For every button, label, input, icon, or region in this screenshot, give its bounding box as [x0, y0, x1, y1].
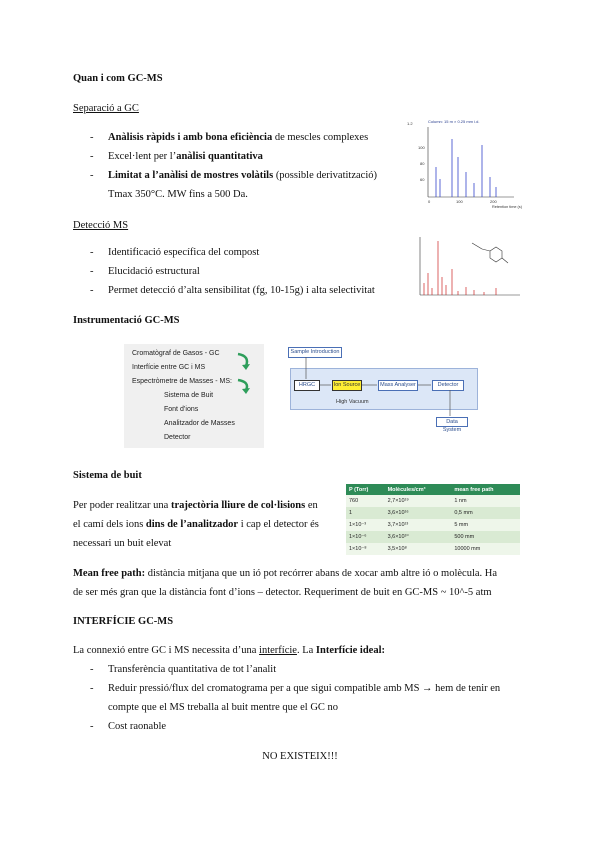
section-heading-detection: Detecció MS: [73, 220, 129, 231]
list-item: Font d’ions: [164, 406, 199, 413]
svg-text:100: 100: [418, 145, 425, 150]
vacuum-paragraph-line2: el camí dels ions dins de l’analitzador i cap el detector és: [73, 519, 319, 530]
tmax-text: Tmax 350°C. MW fins a 500 Da.: [108, 189, 248, 200]
section-heading-instrumentation: Instrumentació GC-MS: [73, 315, 180, 326]
list-item: Analitzador de Masses: [164, 420, 235, 427]
column-header: mean free path: [451, 484, 520, 495]
page-title: Quan i com GC-MS: [73, 73, 163, 84]
svg-text:0: 0: [428, 199, 431, 204]
instrument-components-list: [124, 344, 264, 448]
closing-statement: NO EXISTEIX!!!: [262, 751, 338, 762]
detector-box: Detector: [432, 380, 464, 391]
svg-text:100: 100: [456, 199, 463, 204]
section-heading-separation: Separació a GC: [73, 103, 139, 114]
table-row: 1×10⁻⁸ 3,5×10⁸ 10000 mm: [346, 543, 520, 555]
list-item: Detector: [164, 434, 191, 441]
svg-text:80: 80: [420, 161, 425, 166]
list-item: Cromatògraf de Gasos - GC: [132, 350, 220, 357]
vacuum-paragraph-line3: necessari un buit elevat: [73, 538, 172, 549]
svg-text:60: 60: [420, 177, 425, 182]
chromatogram-figure: [406, 117, 524, 209]
vacuum-paragraph-line1: Per poder realitzar una trajectòria lliure de col·lisions en: [73, 500, 318, 511]
column-header: P (Torr): [346, 484, 385, 495]
chrom-axis-label: Retention time (s): [492, 205, 522, 209]
chrom-caption: Column: 15 m × 0.25 mm i.d.: [428, 119, 480, 124]
list-item: Espectròmetre de Masses - MS:: [132, 378, 232, 385]
curved-arrow-icon: [234, 346, 256, 396]
sample-introduction-box: Sample Introduction: [288, 347, 342, 358]
hrgc-box: HRGC: [294, 380, 320, 391]
section-heading-vacuum: Sistema de buit: [73, 470, 142, 481]
high-vacuum-label: High Vacuum: [336, 399, 369, 405]
list-item: Sistema de Buit: [164, 392, 214, 399]
list-item-continuation: compte que el MS treballa al buit mentre que el GC no: [108, 702, 339, 713]
gcms-block-diagram: [286, 341, 478, 433]
mean-free-path-line2: de ser més gran que la distància font d’ions – detector. Requeriment de buit en GC-MS ~ 10^-5 atm: [73, 587, 492, 598]
list-item: - Elucidació estructural: [90, 266, 200, 277]
table-row: 1×10⁻³ 3,7×10¹³ 5 mm: [346, 519, 520, 531]
list-item: - Cost raonable: [90, 721, 167, 732]
table-row: 1×10⁻⁶ 3,6×10¹⁰ 500 mm: [346, 531, 520, 543]
table-row: 760 2,7×10¹⁹ 1 nm: [346, 495, 520, 507]
data-system-box: Data System: [436, 417, 468, 427]
diagram-arrows: [286, 341, 478, 426]
mass-spectrum-figure: [412, 233, 524, 303]
list-item: Interfície entre GC i MS: [132, 364, 206, 371]
list-item: - Anàlisis ràpids i amb bona eficiència de mescles complexes: [90, 132, 369, 143]
svg-text:200: 200: [490, 199, 497, 204]
section-heading-interface: INTERFÍCIE GC-MS: [73, 616, 174, 627]
ion-source-box: Ion Source: [332, 380, 362, 391]
svg-text:1.2: 1.2: [407, 121, 413, 126]
list-item: - Reduir pressió/flux del cromatograma per a que sigui compatible amb MS → hem de tenir en: [90, 683, 501, 694]
mean-free-path-line1: Mean free path: distància mitjana que un ió pot recórrer abans de xocar amb altre ió o molècula. Ha: [73, 568, 498, 579]
list-item: - Transferència quantitativa de tot l’analit: [90, 664, 277, 675]
table-row: 1 3,6×10¹⁶ 0,5 mm: [346, 507, 520, 519]
list-item: - Identificació específica del compost: [90, 247, 260, 258]
vacuum-table: [346, 484, 520, 555]
column-header: Molècules/cm³: [385, 484, 452, 495]
list-item: - Excel·lent per l’anàlisi quantitativa: [90, 151, 263, 162]
list-item: - Limitat a l’anàlisi de mostres volàtils (possible derivatització): [90, 170, 377, 181]
table-header-row: [346, 484, 520, 495]
mass-analyser-box: Mass Analyser: [378, 380, 418, 391]
list-item: - Permet detecció d’alta sensibilitat (fg, 10-15g) i alta selectivitat: [90, 285, 375, 296]
interface-intro: La connexió entre GC i MS necessita d’una interfície. La Interfície ideal:: [73, 645, 386, 656]
